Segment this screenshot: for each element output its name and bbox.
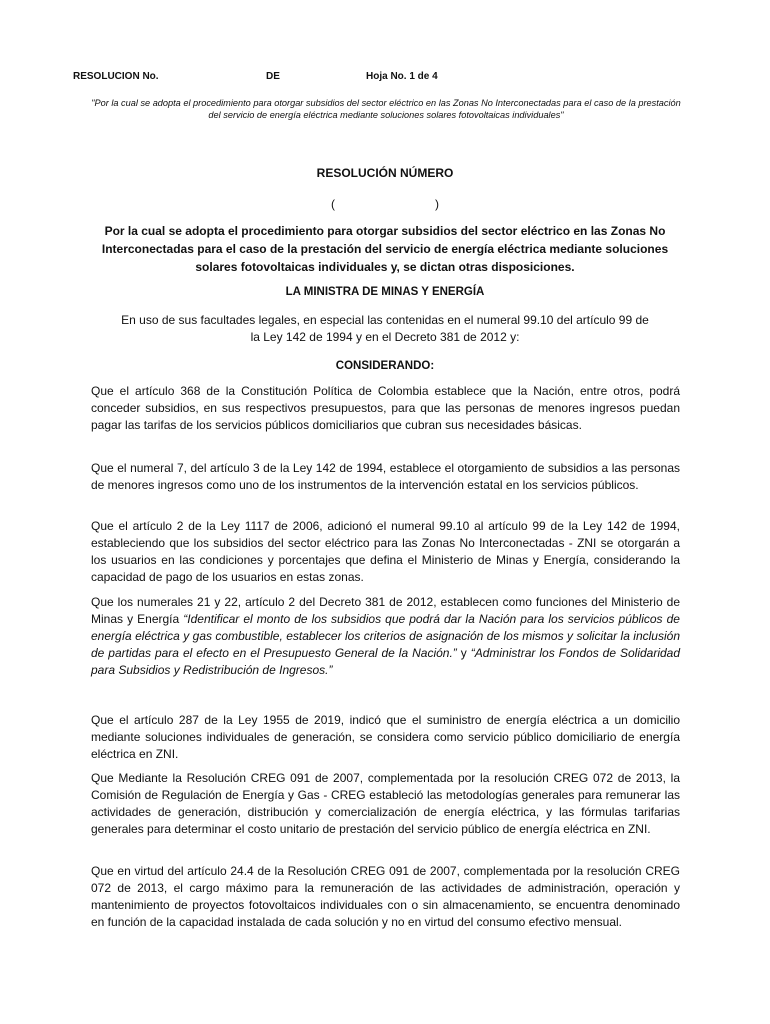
header-subtitle: "Por la cual se adopta el procedimiento para otorgar subsidios del sector eléctrico en las Zonas No Interconectadas para el caso de la prestación del servicio de energía eléctrica mediante soluciones solares fotovoltaicas individuales": [91, 98, 681, 120]
considerando-paragraph-4: [91, 594, 680, 679]
considerando-paragraph-7: Que en virtud del artículo 24.4 de la Resolución CREG 091 de 2007, complementada por la resolución CREG 072 de 2013, el cargo máximo para la remuneración de las actividades de administración, operación y mantenimiento de proyectos fotovoltaicos individuales con o sin almacenamiento, se encuentra denominado en función de la capacidad instalada de cada solución y no en virtud del consumo efectivo mensual.: [91, 864, 680, 929]
considerando-paragraph-1: Que el artículo 368 de la Constitución Política de Colombia establece que la Nación, entre otros, podrá conceder subsidios, en sus respectivos presupuestos, para que las personas de menores ingresos puedan pagar las tarifas de los servicios públicos domiciliarios que cubran sus necesidades básicas.: [91, 384, 680, 432]
considerando-heading: CONSIDERANDO:: [335, 360, 435, 372]
header-de-label: DE: [266, 71, 280, 82]
paragraph-4-quote-1: “Identificar el monto de los subsidios que podrá dar la Nación para los servicios públicos de energía eléctrica y gas combustible, establecer los criterios de asignación de los mismos y solicitar la inclusión de partidas para el efecto en el Presupuesto General de la Nación.”: [91, 612, 680, 660]
paragraph-4-intro: Que los numerales 21 y 22, artículo 2 del Decreto 381 de 2012, establecen como funciones del Ministerio de Minas y Energía: [91, 595, 680, 626]
resolution-number-placeholder: ( ): [330, 197, 439, 211]
header-page-number: Hoja No. 1 de 4: [366, 71, 438, 82]
issuer-heading: LA MINISTRA DE MINAS Y ENERGÍA: [285, 286, 485, 298]
resolution-title: Por la cual se adopta el procedimiento para otorgar subsidios del sector eléctrico en las Zonas No Interconectadas para el caso de la prestación del servicio de energía eléctrica mediante soluciones solares fotovoltaicas individuales y, se dictan otras disposiciones.: [101, 224, 669, 274]
considerando-paragraph-3: Que el artículo 2 de la Ley 1117 de 2006, adicionó el numeral 99.10 al artículo 99 de la Ley 142 de 1994, estableciendo que los subsidios del sector eléctrico para las Zonas No Interconectadas - ZNI se otorgarán a los usuarios en las condiciones y porcentajes que defina el Ministerio de Minas y Energía, considerando la capacidad de pago de los usuarios en estas zonas.: [91, 519, 680, 584]
legal-basis-paragraph: En uso de sus facultades legales, en especial las contenidas en el numeral 99.10 del artículo 99 de la Ley 142 de 1994 y en el Decreto 381 de 2012 y:: [121, 313, 649, 344]
resolution-number-heading: RESOLUCIÓN NÚMERO: [316, 166, 454, 180]
considerando-paragraph-2: Que el numeral 7, del artículo 3 de la Ley 142 de 1994, establece el otorgamiento de subsidios a las personas de menores ingresos como uno de los instrumentos de la intervención estatal en los servicios públicos.: [91, 461, 680, 492]
header-resolucion-label: RESOLUCION No.: [73, 71, 159, 82]
considerando-paragraph-6: Que Mediante la Resolución CREG 091 de 2007, complementada por la resolución CREG 072 de 2013, la Comisión de Regulación de Energía y Gas - CREG estableció las metodologías generales para remunerar las actividades de generación, distribución y comercialización de energía eléctrica, y las fórmulas tarifarias generales para determinar el costo unitario de prestación del servicio público de energía eléctrica en ZNI.: [91, 771, 680, 836]
paragraph-4-quote-2: “Administrar los Fondos de Solidaridad para Subsidios y Redistribución de Ingresos.”: [91, 646, 681, 677]
paragraph-4-connector: y: [456, 646, 471, 660]
considerando-paragraph-5: Que el artículo 287 de la Ley 1955 de 2019, indicó que el suministro de energía eléctrica a un domicilio mediante soluciones individuales de generación, se considera como servicio público domiciliario de energía eléctrica en ZNI.: [91, 713, 680, 761]
